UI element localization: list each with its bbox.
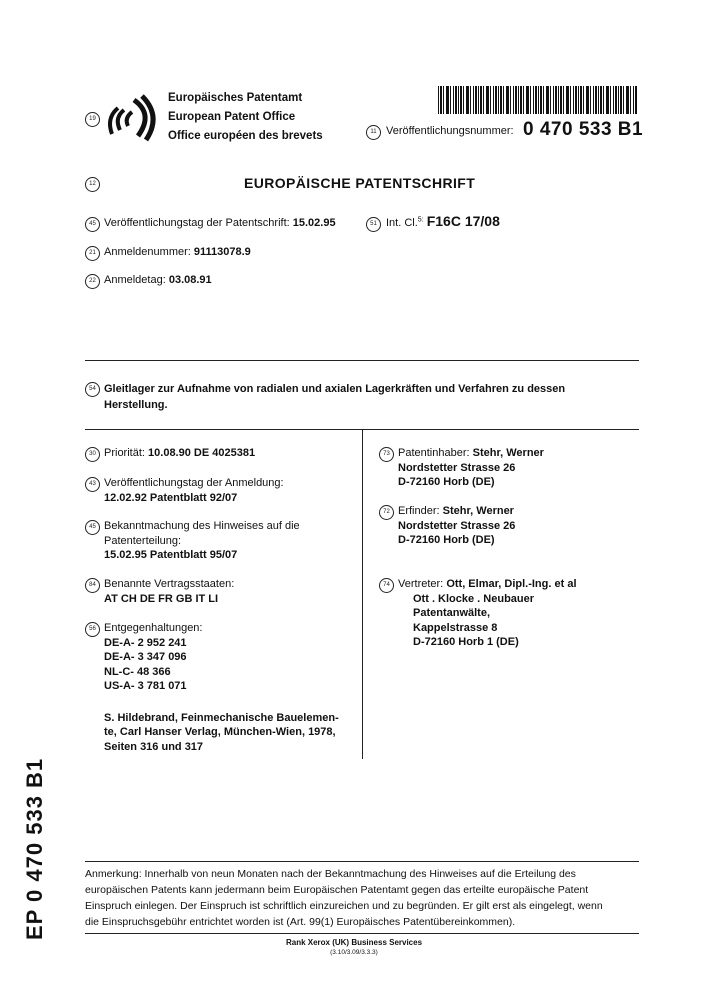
barcode-bar xyxy=(513,86,514,114)
note-line-2: europäischen Patents kann jedermann beim Europäischen Patentamt gegen das erteilte europäische Patent xyxy=(85,884,589,896)
barcode-bar xyxy=(600,86,602,114)
grant-value: 15.02.95 Patentblatt 95/07 xyxy=(104,549,238,561)
code-54: 54 xyxy=(85,382,100,397)
barcode-bar xyxy=(553,86,554,114)
citations-label: Entgegenhaltungen: xyxy=(104,622,203,634)
barcode-bar xyxy=(443,86,444,114)
barcode-bar xyxy=(570,86,571,114)
grant-label-2: Patenterteilung: xyxy=(104,534,182,547)
divider-bottom xyxy=(85,861,639,862)
barcode-bar xyxy=(635,86,637,114)
intcl-superscript: 5: xyxy=(417,216,424,224)
barcode-bar xyxy=(498,86,499,114)
appdate-label: Anmeldetag: xyxy=(104,274,166,286)
appnumber-label: Anmeldenummer: xyxy=(104,246,191,258)
pubdate-value: 15.02.95 xyxy=(292,217,336,229)
citation-item: DE-A- 3 347 096 xyxy=(104,651,187,663)
barcode-bar xyxy=(586,86,589,114)
holder-city: D-72160 Horb (DE) xyxy=(398,476,495,488)
code-45-pubdate: 45 xyxy=(85,217,100,232)
appdate-value: 03.08.91 xyxy=(168,274,212,286)
barcode-bar xyxy=(583,86,584,114)
barcode-bar xyxy=(620,86,622,114)
code-30: 30 xyxy=(85,447,100,462)
office-name-fr: Office européen des brevets xyxy=(168,130,323,142)
representative-label: Vertreter: xyxy=(398,578,444,590)
office-name-en: European Patent Office xyxy=(168,111,296,123)
representative-line-3: Patentanwälte, xyxy=(413,607,491,619)
document-title: EUROPÄISCHE PATENTSCHRIFT xyxy=(244,175,476,191)
barcode-bar xyxy=(615,86,617,114)
representative-line-5: D-72160 Horb 1 (DE) xyxy=(413,636,519,648)
code-21: 21 xyxy=(85,246,100,261)
barcode-bar xyxy=(455,86,457,114)
barcode-bar xyxy=(475,86,477,114)
barcode-bar xyxy=(610,86,611,114)
barcode-bar xyxy=(510,86,511,114)
barcode-bar xyxy=(623,86,624,114)
priority-label: Priorität: xyxy=(104,447,145,459)
holder-name: Stehr, Werner xyxy=(472,447,544,459)
epo-logo xyxy=(104,90,160,146)
title-line-2: Herstellung. xyxy=(104,399,168,411)
barcode-bar xyxy=(453,86,454,114)
barcode-bar xyxy=(503,86,504,114)
barcode-bar xyxy=(515,86,517,114)
code-51: 51 xyxy=(366,217,381,232)
code-84: 84 xyxy=(85,578,100,593)
publication-value: 12.02.92 Patentblatt 92/07 xyxy=(104,491,238,504)
citation-item: NL-C- 48 366 xyxy=(104,665,171,678)
barcode-bar xyxy=(473,86,474,114)
barcode-bar xyxy=(593,86,594,114)
barcode-bar xyxy=(458,86,459,114)
barcode-bar xyxy=(566,86,569,114)
barcode-bar xyxy=(560,86,562,114)
states-label: Benannte Vertragsstaaten: xyxy=(104,578,235,590)
priority-value: 10.08.90 DE 4025381 xyxy=(148,447,256,459)
publication-label: Veröffentlichungstag der Anmeldung: xyxy=(104,477,284,489)
code-43: 43 xyxy=(85,477,100,492)
citation-item: DE-A- 2 952 241 xyxy=(104,636,187,649)
inventor-street: Nordstetter Strasse 26 xyxy=(398,519,516,532)
barcode-bar xyxy=(478,86,479,114)
barcode-bar xyxy=(543,86,544,114)
representative-line-2: Ott . Klocke . Neubauer xyxy=(413,592,535,605)
barcode-bar xyxy=(540,86,542,114)
code-56: 56 xyxy=(85,622,100,637)
pubnumber-value: 0 470 533 B1 xyxy=(523,119,644,140)
barcode-bar xyxy=(538,86,539,114)
code-19: 19 xyxy=(85,112,100,127)
code-45-grant: 45 xyxy=(85,520,100,535)
barcode-bar xyxy=(523,86,524,114)
office-name-de: Europäisches Patentamt xyxy=(168,92,303,104)
code-73: 73 xyxy=(379,447,394,462)
barcode-bar xyxy=(546,86,549,114)
inventor-label: Erfinder: xyxy=(398,505,440,517)
barcode-bar xyxy=(535,86,537,114)
barcode-bar xyxy=(575,86,577,114)
barcode-bar xyxy=(550,86,551,114)
barcode-bar xyxy=(500,86,502,114)
holder-street: Nordstetter Strasse 26 xyxy=(398,461,516,474)
barcode-bar xyxy=(580,86,582,114)
inventor-name: Stehr, Werner xyxy=(442,505,514,517)
barcode-bar xyxy=(578,86,579,114)
divider-top xyxy=(85,360,639,361)
barcode-bar xyxy=(613,86,614,114)
barcode-bar xyxy=(633,86,634,114)
barcode-bar xyxy=(518,86,519,114)
intcl-label: Int. Cl. xyxy=(386,217,418,229)
representative-line-1: Ott, Elmar, Dipl.-Ing. et al xyxy=(446,578,577,590)
code-22: 22 xyxy=(85,274,100,289)
intcl-value: F16C 17/08 xyxy=(426,213,500,229)
barcode-bar xyxy=(630,86,631,114)
barcode-bar xyxy=(563,86,564,114)
literature-line-1: S. Hildebrand, Feinmechanische Bauelemen- xyxy=(104,711,339,724)
holder-label: Patentinhaber: xyxy=(398,447,470,459)
barcode xyxy=(438,86,638,116)
appnumber-value: 91113078.9 xyxy=(193,246,251,258)
pubdate-label: Veröffentlichungstag der Patentschrift: xyxy=(104,217,290,229)
barcode-bar xyxy=(483,86,484,114)
note-line-4: die Einspruchsgebühr entrichtet worden ist (Art. 99(1) Europäisches Patentübereinkommen). xyxy=(85,916,516,928)
literature-line-2: te, Carl Hanser Verlag, München-Wien, 1978, xyxy=(104,726,336,738)
barcode-bar xyxy=(490,86,491,114)
barcode-bar xyxy=(573,86,574,114)
inventor-city: D-72160 Horb (DE) xyxy=(398,534,495,546)
representative-line-4: Kappelstrasse 8 xyxy=(413,621,498,634)
barcode-bar xyxy=(555,86,557,114)
states-value: AT CH DE FR GB IT LI xyxy=(104,592,219,605)
barcode-bar xyxy=(606,86,609,114)
barcode-bar xyxy=(460,86,462,114)
barcode-bar xyxy=(558,86,559,114)
note-line-1: Anmerkung: Innerhalb von neun Monaten nach der Bekanntmachung des Hinweises auf die Erteilung des xyxy=(85,868,576,880)
barcode-bar xyxy=(603,86,604,114)
footer-code: (3.10/3.09/3.3.3) xyxy=(330,949,378,956)
side-publication-number: EP 0 470 533 B1 xyxy=(22,757,47,940)
barcode-bar xyxy=(626,86,629,114)
note-line-3: Einspruch einlegen. Der Einspruch ist schriftlich einzureichen und zu begründen. Er gilt erst als eingelegt, wenn xyxy=(85,900,603,912)
barcode-bar xyxy=(526,86,529,114)
code-72: 72 xyxy=(379,505,394,520)
barcode-bar xyxy=(590,86,591,114)
barcode-bar xyxy=(466,86,469,114)
citation-item: US-A- 3 781 071 xyxy=(104,680,187,692)
barcode-bar xyxy=(440,86,442,114)
barcode-bar xyxy=(493,86,494,114)
title-line-1: Gleitlager zur Aufnahme von radialen und axialen Lagerkräften und Verfahren zu dessen xyxy=(104,383,566,395)
barcode-bar xyxy=(438,86,439,114)
literature-line-3: Seiten 316 und 317 xyxy=(104,740,204,753)
barcode-bar xyxy=(495,86,497,114)
barcode-bar xyxy=(470,86,471,114)
barcode-bar xyxy=(598,86,599,114)
barcode-bar xyxy=(520,86,522,114)
barcode-bar xyxy=(618,86,619,114)
barcode-bar xyxy=(595,86,597,114)
barcode-bar xyxy=(446,86,449,114)
column-divider xyxy=(362,429,363,759)
footer-printer: Rank Xerox (UK) Business Services xyxy=(285,938,423,947)
code-12: 12 xyxy=(85,177,100,192)
barcode-bar xyxy=(530,86,531,114)
barcode-bar xyxy=(506,86,509,114)
pubnumber-label: Veröffentlichungsnummer: xyxy=(386,125,514,137)
grant-label-1: Bekanntmachung des Hinweises auf die xyxy=(104,520,300,532)
barcode-bar xyxy=(533,86,534,114)
barcode-bar xyxy=(480,86,482,114)
barcode-bar xyxy=(486,86,489,114)
barcode-bar xyxy=(450,86,451,114)
divider-footer xyxy=(85,933,639,934)
code-11: 11 xyxy=(366,125,381,140)
code-74: 74 xyxy=(379,578,394,593)
barcode-bar xyxy=(463,86,464,114)
